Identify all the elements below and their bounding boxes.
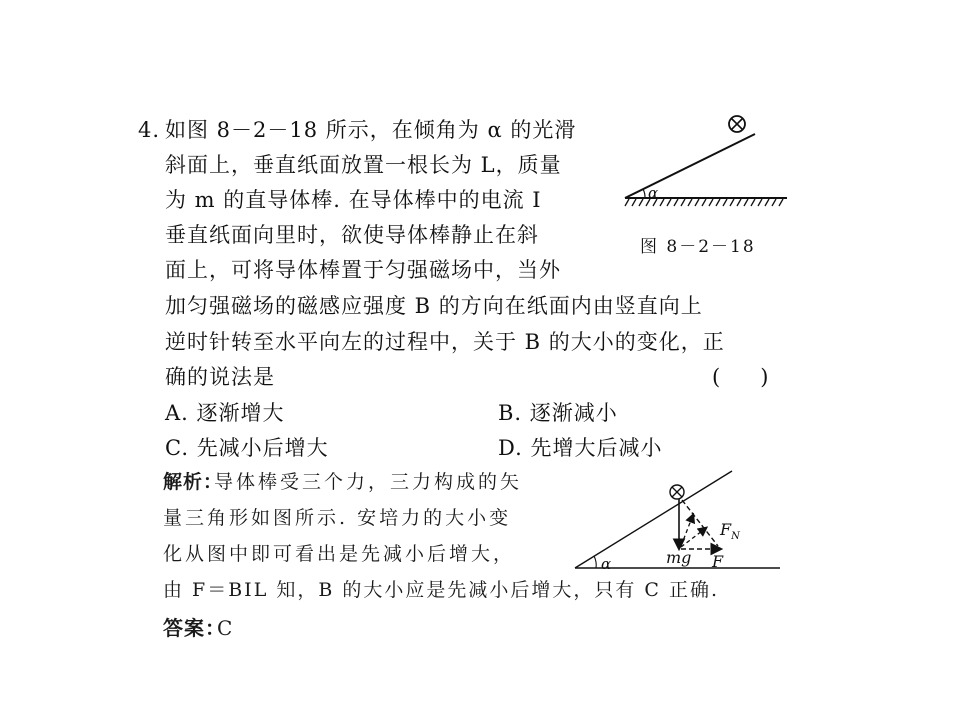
- question-line-4: 垂直纸面向里时，欲使导体棒静止在斜: [165, 223, 539, 247]
- normal-force-subscript: N: [731, 531, 740, 543]
- option-b-label: B.: [498, 401, 523, 425]
- answer-heading: 答案: [163, 616, 205, 640]
- question-line-6: 加匀强磁场的磁感应强度 B 的方向在纸面内由竖直向上: [165, 294, 703, 318]
- analysis-line-1: [163, 470, 522, 494]
- option-a[interactable]: [165, 400, 285, 426]
- option-d-text: 先增大后减小: [530, 436, 663, 460]
- option-a-text: 逐渐增大: [196, 401, 285, 425]
- analysis-line-4: 由 F＝BIL 知，B 的大小应是先减小后增大，只有 C 正确.: [163, 579, 720, 601]
- answer-line: [163, 616, 235, 640]
- angle-arc: [643, 189, 645, 198]
- angle-arc: [594, 556, 596, 568]
- answer-value: C: [217, 616, 236, 640]
- question-line-2: 斜面上，垂直纸面放置一根长为 L，质量: [165, 153, 562, 177]
- force-angle-label: α: [601, 555, 613, 573]
- current-into-page-icon: [670, 485, 684, 499]
- analysis-colon: ：: [203, 471, 215, 493]
- option-c-text: 先减小后增大: [196, 436, 329, 460]
- option-a-label: A.: [165, 401, 189, 425]
- analysis-text-1: 导体棒受三个力，三力构成的矢: [214, 471, 523, 493]
- question-line-3: 为 m 的直导体棒. 在导体棒中的电流 I: [165, 188, 542, 212]
- incline-figure: [615, 110, 805, 230]
- question-number: 4.: [138, 118, 161, 142]
- question-line-7: 逆时针转至水平向左的过程中，关于 B 的大小的变化，正: [165, 330, 725, 354]
- ampere-force-label: F: [712, 552, 725, 571]
- option-c-label: C.: [165, 436, 189, 460]
- question-line-5: 面上，可将导体棒置于匀强磁场中，当外: [165, 258, 561, 282]
- analysis-line-3: 化从图中即可看出是先减小后增大，: [163, 543, 516, 565]
- option-b-text: 逐渐减小: [529, 401, 618, 425]
- analysis-heading: 解析: [163, 471, 204, 493]
- normal-force-symbol: F: [720, 520, 732, 539]
- analysis-line-2: 量三角形如图所示. 安培力的大小变: [163, 507, 512, 529]
- normal-force-label: [720, 517, 740, 550]
- normal-force-line: [682, 500, 718, 546]
- option-b[interactable]: [498, 400, 618, 426]
- answer-colon: ：: [205, 616, 217, 640]
- question-line-1: 如图 8－2－18 所示，在倾角为 α 的光滑: [165, 118, 577, 142]
- current-into-page-icon: [729, 116, 745, 132]
- answer-blank: ( ): [712, 365, 769, 389]
- figure-caption: 图 8－2－18: [640, 237, 756, 257]
- question-line-8: 确的说法是: [165, 365, 275, 389]
- option-d[interactable]: [498, 435, 662, 461]
- incline-angle-label: α: [648, 184, 660, 202]
- option-d-label: D.: [498, 436, 523, 460]
- gravity-label: mg: [666, 548, 692, 567]
- option-c[interactable]: [165, 435, 329, 461]
